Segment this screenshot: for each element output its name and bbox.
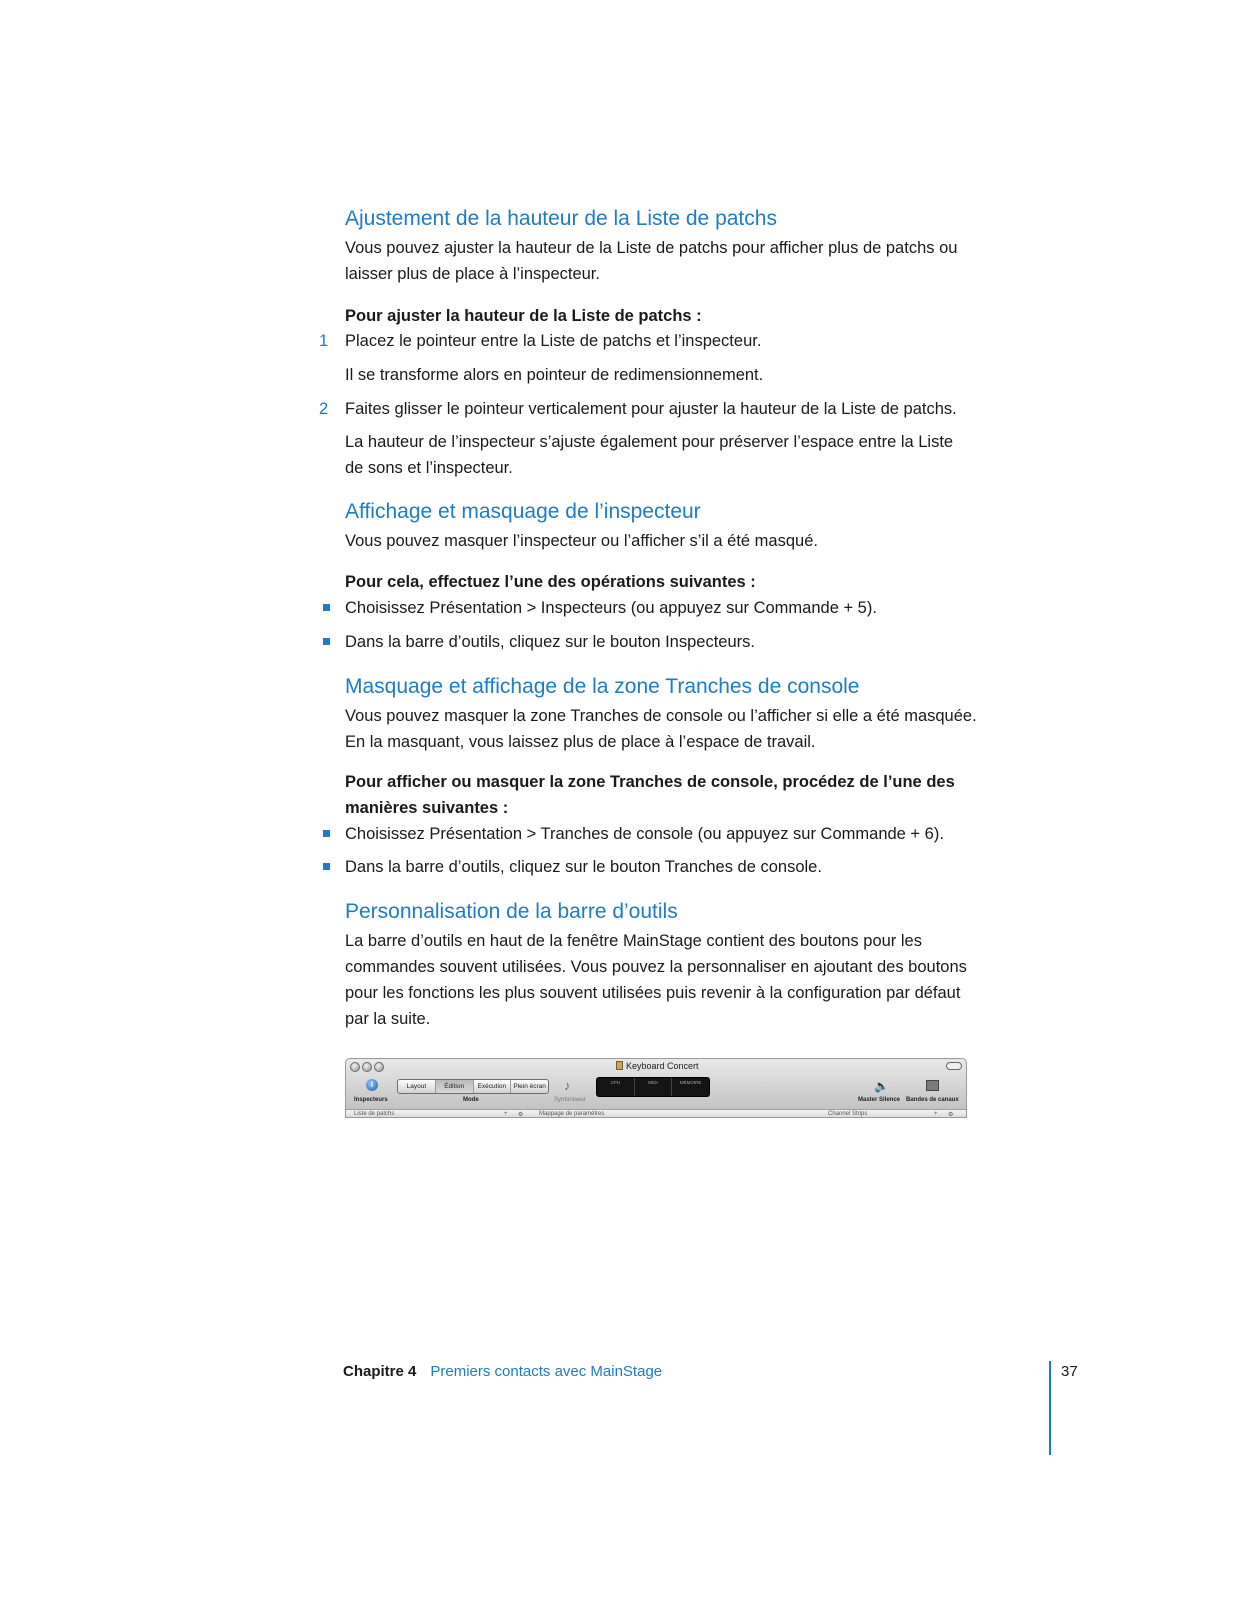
text-line: Pour afficher ou masquer la zone Tranches de console, procédez de l’une des bbox=[345, 773, 955, 791]
section2-lead: Pour cela, effectuez l’une des opérations suivantes : bbox=[345, 573, 756, 591]
text-line: par la suite. bbox=[345, 1010, 431, 1028]
step-number: 1 bbox=[319, 332, 329, 350]
toolbar-toggle-button[interactable] bbox=[946, 1062, 962, 1070]
text-line: commandes souvent utilisées. Vous pouvez la personnaliser en ajoutant des boutons bbox=[345, 958, 967, 976]
section-title-toolbar: Personnalisation de la barre d’outils bbox=[345, 900, 678, 923]
step-number: 2 bbox=[319, 400, 329, 418]
section1-intro bbox=[345, 235, 1045, 287]
pane-patch-list-title: Liste de patchs bbox=[354, 1111, 395, 1117]
bullet-icon bbox=[323, 604, 330, 611]
bullet-item: Choisissez Présentation > Inspecteurs (ou appuyez sur Commande + 5). bbox=[345, 599, 877, 617]
gear-icon[interactable]: ⚙ bbox=[948, 1112, 954, 1118]
footer-divider bbox=[1049, 1361, 1051, 1455]
mode-layout-button[interactable]: Layout bbox=[398, 1080, 436, 1093]
text-line: manières suivantes : bbox=[345, 799, 509, 817]
speaker-icon[interactable]: 🔈 bbox=[874, 1079, 889, 1093]
bullet-icon bbox=[323, 638, 330, 645]
lcd-memory: MÉMOIRE bbox=[679, 1080, 702, 1085]
mode-fullscreen-button[interactable]: Plein écran bbox=[513, 1083, 546, 1090]
bullet-icon bbox=[323, 830, 330, 837]
footer-chapter bbox=[343, 1363, 662, 1380]
info-icon[interactable]: i bbox=[366, 1079, 378, 1091]
bandes-de-canaux-label: Bandes de canaux bbox=[906, 1097, 959, 1103]
mode-execution-button[interactable]: Exécution bbox=[474, 1080, 512, 1093]
step-2-note bbox=[345, 429, 1045, 481]
text-line: Vous pouvez ajuster la hauteur de la Liste de patchs pour afficher plus de patchs ou bbox=[345, 239, 958, 257]
bullet-item: Choisissez Présentation > Tranches de console (ou appuyez sur Commande + 6). bbox=[345, 825, 944, 843]
chapter-title: Premiers contacts avec MainStage bbox=[430, 1363, 663, 1380]
step-1: Placez le pointeur entre la Liste de patchs et l’inspecteur. bbox=[345, 332, 762, 350]
text-line: laisser plus de place à l’inspecteur. bbox=[345, 265, 600, 283]
window-title bbox=[616, 1061, 699, 1071]
step-2: Faites glisser le pointeur verticalement pour ajuster la hauteur de la Liste de patchs. bbox=[345, 400, 957, 418]
gear-icon[interactable]: ⚙ bbox=[518, 1112, 524, 1118]
text-line: de sons et l’inspecteur. bbox=[345, 459, 513, 477]
chapter-label: Chapitre 4 bbox=[343, 1363, 417, 1380]
bullet-item: Dans la barre d’outils, cliquez sur le bouton Tranches de console. bbox=[345, 858, 822, 876]
bullet-icon bbox=[323, 863, 330, 870]
syntoniseur-label: Syntoniseur bbox=[554, 1097, 586, 1103]
channel-strips-icon[interactable] bbox=[926, 1080, 939, 1091]
mode-segmented-control bbox=[397, 1079, 549, 1094]
pane-parameter-mapping-title: Mappage de paramètres bbox=[539, 1111, 605, 1117]
section-title-patch-list-height: Ajustement de la hauteur de la Liste de patchs bbox=[345, 207, 777, 230]
text-line: La hauteur de l’inspecteur s’ajuste également pour préserver l’espace entre la Liste bbox=[345, 433, 954, 451]
section-title-channel-strips: Masquage et affichage de la zone Tranches de console bbox=[345, 675, 860, 698]
zoom-window-icon[interactable] bbox=[374, 1062, 384, 1072]
text-line: En la masquant, vous laissez plus de place à l’espace de travail. bbox=[345, 733, 816, 751]
section3-lead bbox=[345, 769, 1045, 821]
section4-body bbox=[345, 928, 1045, 1032]
mode-label: Mode bbox=[463, 1097, 479, 1103]
page-number: 37 bbox=[1061, 1363, 1078, 1380]
lcd-cpu: CPU bbox=[597, 1078, 635, 1096]
pane-channel-strips-title: Channel Strips bbox=[828, 1111, 868, 1117]
mode-edition-button[interactable]: Édition bbox=[436, 1080, 474, 1093]
master-silence-label: Master Silence bbox=[858, 1097, 901, 1103]
inspecteurs-label: Inspecteurs bbox=[354, 1097, 388, 1103]
section3-intro bbox=[345, 703, 1045, 755]
toolbar-screenshot bbox=[345, 1058, 967, 1118]
lcd-midi: MIDI bbox=[635, 1078, 673, 1096]
text-line: La barre d’outils en haut de la fenêtre MainStage contient des boutons pour les bbox=[345, 932, 922, 950]
close-window-icon[interactable] bbox=[350, 1062, 360, 1072]
text-line: pour les fonctions les plus souvent utilisées puis revenir à la configuration par défaut bbox=[345, 984, 961, 1002]
pane-header-bar bbox=[346, 1109, 966, 1118]
text-line: Vous pouvez masquer la zone Tranches de console ou l’afficher si elle a été masquée. bbox=[345, 707, 977, 725]
window-title-text: Keyboard Concert bbox=[626, 1061, 699, 1071]
tuner-icon[interactable]: ♪ bbox=[564, 1078, 571, 1093]
add-patch-button[interactable]: + bbox=[504, 1111, 508, 1117]
document-icon bbox=[616, 1061, 623, 1070]
activity-display bbox=[596, 1077, 710, 1097]
section2-intro: Vous pouvez masquer l’inspecteur ou l’afficher s’il a été masqué. bbox=[345, 532, 818, 550]
step-1-note: Il se transforme alors en pointeur de redimensionnement. bbox=[345, 366, 764, 384]
add-strip-button[interactable]: + bbox=[934, 1111, 938, 1117]
section-title-inspector: Affichage et masquage de l’inspecteur bbox=[345, 500, 701, 523]
section1-lead: Pour ajuster la hauteur de la Liste de patchs : bbox=[345, 307, 702, 325]
bullet-item: Dans la barre d’outils, cliquez sur le bouton Inspecteurs. bbox=[345, 633, 755, 651]
minimize-window-icon[interactable] bbox=[362, 1062, 372, 1072]
